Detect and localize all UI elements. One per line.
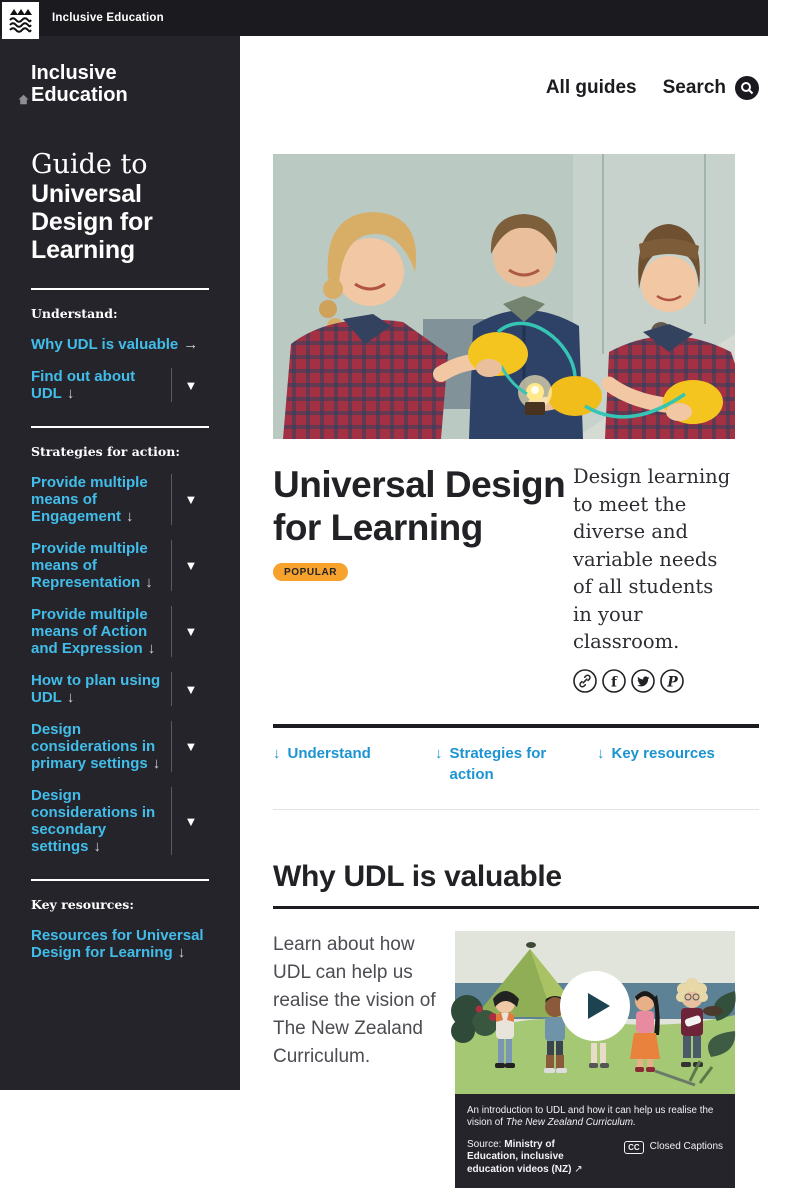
dropdown-toggle[interactable] bbox=[171, 474, 210, 525]
dropdown-toggle[interactable] bbox=[171, 721, 210, 772]
page-nav bbox=[273, 724, 759, 810]
dropdown-toggle[interactable] bbox=[171, 540, 210, 591]
dropdown-toggle[interactable] bbox=[171, 787, 210, 855]
guide-title bbox=[31, 150, 210, 264]
sidebar-link-why-udl-is-valuable[interactable]: Why UDL is valuable → bbox=[31, 336, 210, 353]
chevron-down-icon: ▼ bbox=[185, 625, 198, 638]
section-heading: Why UDL is valuable bbox=[273, 860, 759, 894]
play-button[interactable] bbox=[560, 971, 630, 1041]
down-arrow-icon: ↓ bbox=[178, 944, 186, 961]
down-arrow-icon: ↓ bbox=[597, 743, 605, 785]
sidebar-divider bbox=[31, 288, 209, 290]
svg-text:f: f bbox=[611, 674, 618, 690]
sidebar-link-how-to-plan[interactable]: How to plan using UDL ↓ bbox=[31, 672, 163, 706]
share-link-icon[interactable] bbox=[573, 669, 597, 693]
video-caption-title: The New Zealand Curriculum. bbox=[506, 1117, 636, 1128]
video-caption-panel bbox=[455, 1094, 735, 1188]
sidebar-link-find-out-about-udl[interactable]: Find out about UDL ↓ bbox=[31, 368, 163, 402]
main-content bbox=[240, 36, 792, 1090]
play-icon bbox=[588, 993, 610, 1019]
social-share-row bbox=[573, 669, 735, 693]
sidebar-link-action-and-expression[interactable]: Provide multiple means of Action and Expression ↓ bbox=[31, 606, 163, 657]
home-icon bbox=[18, 88, 29, 110]
sidebar-divider bbox=[31, 879, 209, 881]
chevron-down-icon: ▼ bbox=[185, 815, 198, 828]
dropdown-toggle[interactable] bbox=[171, 606, 210, 657]
closed-captions[interactable]: CC Closed Captions bbox=[624, 1139, 723, 1177]
guide-title-prefix: Guide to bbox=[31, 150, 210, 180]
sidebar-link-resources[interactable]: Resources for Universal Design for Learning ↓ bbox=[31, 927, 210, 961]
sidebar-brand[interactable] bbox=[31, 62, 210, 106]
chevron-down-icon: ▼ bbox=[185, 379, 198, 392]
mountains-waves-icon bbox=[6, 6, 36, 36]
main-header bbox=[273, 75, 759, 101]
facebook-icon[interactable] bbox=[602, 669, 626, 693]
video-card bbox=[455, 931, 735, 1188]
sidebar-divider bbox=[31, 426, 209, 428]
popular-badge: POPULAR bbox=[273, 563, 348, 581]
sidebar-section-label: Strategies for action: bbox=[31, 444, 210, 459]
guide-title-main: Universal Design for Learning bbox=[31, 180, 210, 264]
nav-key-resources-link[interactable]: ↓ Key resources bbox=[597, 743, 759, 785]
svg-text:P: P bbox=[666, 674, 678, 690]
down-arrow-icon: ↓ bbox=[435, 743, 443, 785]
brand-line2: Education bbox=[31, 84, 210, 106]
dropdown-toggle[interactable] bbox=[171, 672, 210, 706]
chevron-down-icon: ▼ bbox=[185, 493, 198, 506]
sidebar-section-label: Key resources: bbox=[31, 897, 210, 912]
sidebar-link-engagement[interactable]: Provide multiple means of Engagement ↓ bbox=[31, 474, 163, 525]
down-arrow-icon: ↓ bbox=[148, 640, 156, 657]
cc-icon: CC bbox=[624, 1141, 644, 1154]
twitter-icon[interactable] bbox=[631, 669, 655, 693]
nav-strategies-link[interactable]: ↓ Strategies for action bbox=[435, 743, 597, 785]
topbar-title[interactable]: Inclusive Education bbox=[52, 12, 164, 24]
hero-image bbox=[273, 154, 735, 439]
down-arrow-icon: ↓ bbox=[145, 574, 153, 591]
down-arrow-icon: ↓ bbox=[67, 689, 75, 706]
brand-line1: Inclusive bbox=[31, 62, 210, 84]
right-arrow-icon: → bbox=[183, 336, 198, 353]
external-link-icon: ↗ bbox=[574, 1164, 582, 1175]
chevron-down-icon: ▼ bbox=[185, 683, 198, 696]
search-icon bbox=[735, 76, 759, 100]
down-arrow-icon: ↓ bbox=[94, 838, 102, 855]
sidebar-section-label: Understand: bbox=[31, 306, 210, 321]
sidebar-link-primary-settings[interactable]: Design considerations in primary settings ↓ bbox=[31, 721, 163, 772]
dropdown-toggle[interactable] bbox=[171, 368, 210, 402]
down-arrow-icon: ↓ bbox=[273, 743, 281, 785]
video-thumbnail[interactable] bbox=[455, 931, 735, 1094]
video-source[interactable]: Source: Ministry of Education, inclusive education videos (NZ) ↗ bbox=[467, 1139, 607, 1177]
page-description: Design learning to meet the diverse and variable needs of all students in your classroom. bbox=[573, 463, 735, 656]
tki-logo-icon[interactable] bbox=[2, 2, 39, 39]
top-bar bbox=[0, 0, 768, 36]
chevron-down-icon: ▼ bbox=[185, 559, 198, 572]
sidebar-link-secondary-settings[interactable]: Design considerations in secondary settings ↓ bbox=[31, 787, 163, 855]
down-arrow-icon: ↓ bbox=[126, 508, 134, 525]
sidebar-link-representation[interactable]: Provide multiple means of Representation ↓ bbox=[31, 540, 163, 591]
down-arrow-icon: ↓ bbox=[67, 385, 75, 402]
pinterest-icon[interactable] bbox=[660, 669, 684, 693]
video-caption: An introduction to UDL and how it can help us realise the vision of The New Zealand Curriculum. bbox=[467, 1105, 723, 1130]
search-button[interactable]: Search bbox=[663, 76, 759, 100]
sidebar bbox=[0, 36, 240, 1090]
chevron-down-icon: ▼ bbox=[185, 740, 198, 753]
nav-understand-link[interactable]: ↓ Understand bbox=[273, 743, 435, 785]
all-guides-link[interactable]: All guides bbox=[546, 77, 637, 99]
page-title: Universal Design for Learning bbox=[273, 463, 573, 549]
down-arrow-icon: ↓ bbox=[153, 755, 161, 772]
section-intro: Learn about how UDL can help us realise the vision of The New Zealand Curriculum. bbox=[273, 931, 440, 1188]
